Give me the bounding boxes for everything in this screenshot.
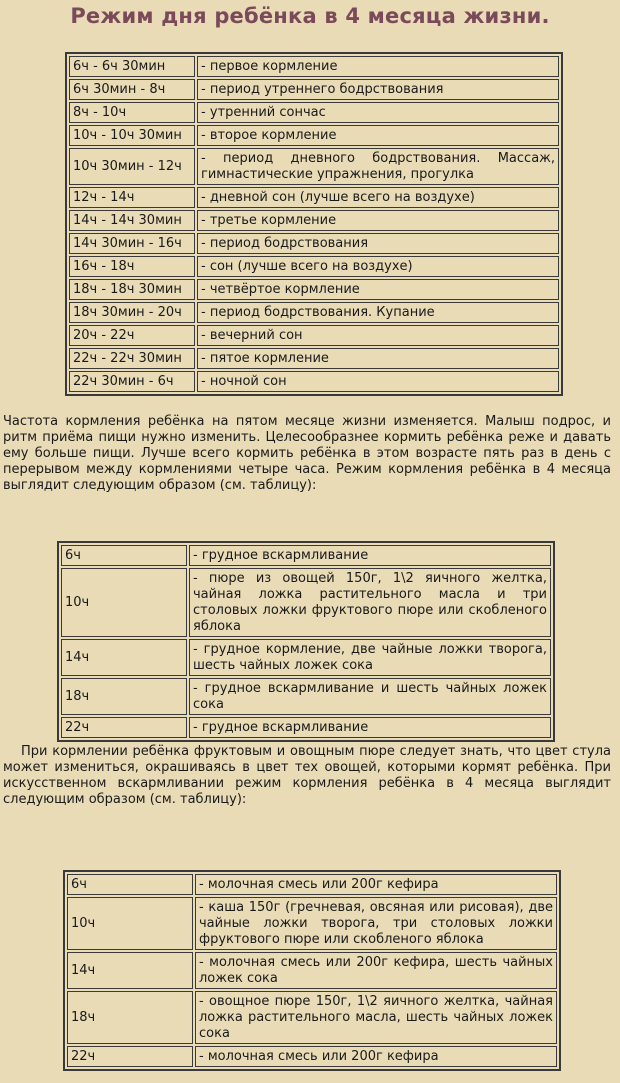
table-row: [69, 148, 559, 185]
table-row: [61, 568, 551, 637]
table-row: [69, 325, 559, 346]
time-cell: 6ч: [61, 545, 187, 566]
table-row: [67, 1046, 557, 1067]
natural-feeding-table: [57, 541, 555, 742]
description-cell: - каша 150г (гречневая, овсяная или рисовая), две чайные ложки творога, три столовых ложки фруктового пюре или скобленого яблока: [195, 897, 557, 950]
time-cell: 10ч: [67, 897, 193, 950]
description-cell: - молочная смесь или 200г кефира: [195, 874, 557, 895]
time-cell: 20ч - 22ч: [69, 325, 195, 346]
table-row: [69, 302, 559, 323]
time-cell: 8ч - 10ч: [69, 102, 195, 123]
table-row: [61, 545, 551, 566]
description-cell: - вечерний сон: [197, 325, 559, 346]
description-cell: - грудное вскармливание: [189, 717, 551, 738]
time-cell: 10ч: [61, 568, 187, 637]
description-cell: - овощное пюре 150г, 1\2 яичного желтка, чайная ложка растительного масла, шесть чайных ложек сока: [195, 991, 557, 1044]
feeding-frequency-paragraph: Частота кормления ребёнка на пятом месяце жизни изменяется. Малыш подрос, и ритм приёма пищи нужно изменить. Целесообразнее кормить ребёнка реже и давать ему больше пищи. Лучше всего кормить ребёнка в этом возрасте пять раз в день с перерывом между кормлениями четыре часа. Режим кормления ребёнка в 4 месяца выглядит следующим образом (см. таблицу):: [3, 414, 611, 493]
time-cell: 22ч - 22ч 30мин: [69, 348, 195, 369]
time-cell: 14ч: [61, 639, 187, 676]
table-row: [69, 256, 559, 277]
table-row: [61, 678, 551, 715]
description-cell: - грудное вскармливание и шесть чайных ложек сока: [189, 678, 551, 715]
time-cell: 6ч 30мин - 8ч: [69, 79, 195, 100]
description-cell: - пятое кормление: [197, 348, 559, 369]
time-cell: 6ч - 6ч 30мин: [69, 56, 195, 77]
time-cell: 14ч: [67, 952, 193, 989]
time-cell: 16ч - 18ч: [69, 256, 195, 277]
table-row: [69, 187, 559, 208]
time-cell: 10ч 30мин - 12ч: [69, 148, 195, 185]
time-cell: 22ч: [61, 717, 187, 738]
table-row: [67, 897, 557, 950]
table-row: [69, 233, 559, 254]
description-cell: - период бодрствования: [197, 233, 559, 254]
description-cell: - второе кормление: [197, 125, 559, 146]
artificial-feeding-paragraph: При кормлении ребёнка фруктовым и овощным пюре следует знать, что цвет стула может измениться, окрашиваясь в цвет тех овощей, которыми кормят ребёнка. При искусственном вскармливании режим кормления ребёнка в 4 месяца выглядит следующим образом (см. таблицу):: [3, 744, 611, 807]
time-cell: 22ч 30мин - 6ч: [69, 371, 195, 392]
description-cell: - молочная смесь или 200г кефира, шесть чайных ложек сока: [195, 952, 557, 989]
time-cell: 18ч: [61, 678, 187, 715]
table-row: [69, 125, 559, 146]
table-row: [67, 874, 557, 895]
description-cell: - молочная смесь или 200г кефира: [195, 1046, 557, 1067]
description-cell: - пюре из овощей 150г, 1\2 яичного желтка, чайная ложка растительного масла и три столовых ложки фруктового пюре или скобленого яблока: [189, 568, 551, 637]
table-row: [69, 102, 559, 123]
table-row: [61, 639, 551, 676]
time-cell: 22ч: [67, 1046, 193, 1067]
description-cell: - четвёртое кормление: [197, 279, 559, 300]
table-row: [69, 210, 559, 231]
time-cell: 14ч - 14ч 30мин: [69, 210, 195, 231]
table-row: [67, 991, 557, 1044]
daily-schedule-table: [65, 52, 563, 396]
description-cell: - период дневного бодрствования. Массаж, гимнастические упражнения, прогулка: [197, 148, 559, 185]
table-row: [69, 79, 559, 100]
time-cell: 6ч: [67, 874, 193, 895]
table-row: [69, 56, 559, 77]
table-row: [69, 371, 559, 392]
time-cell: 18ч: [67, 991, 193, 1044]
description-cell: - период утреннего бодрствования: [197, 79, 559, 100]
description-cell: - третье кормление: [197, 210, 559, 231]
description-cell: - грудное кормление, две чайные ложки творога, шесть чайных ложек сока: [189, 639, 551, 676]
time-cell: 10ч - 10ч 30мин: [69, 125, 195, 146]
description-cell: - первое кормление: [197, 56, 559, 77]
time-cell: 18ч - 18ч 30мин: [69, 279, 195, 300]
time-cell: 12ч - 14ч: [69, 187, 195, 208]
table-row: [69, 279, 559, 300]
description-cell: - период бодрствования. Купание: [197, 302, 559, 323]
description-cell: - дневной сон (лучше всего на воздухе): [197, 187, 559, 208]
time-cell: 14ч 30мин - 16ч: [69, 233, 195, 254]
table-row: [61, 717, 551, 738]
description-cell: - утренний сончас: [197, 102, 559, 123]
description-cell: - ночной сон: [197, 371, 559, 392]
artificial-feeding-table: [63, 870, 561, 1071]
page-title: Режим дня ребёнка в 4 месяца жизни.: [70, 4, 550, 28]
description-cell: - сон (лучше всего на воздухе): [197, 256, 559, 277]
description-cell: - грудное вскармливание: [189, 545, 551, 566]
time-cell: 18ч 30мин - 20ч: [69, 302, 195, 323]
table-row: [67, 952, 557, 989]
table-row: [69, 348, 559, 369]
